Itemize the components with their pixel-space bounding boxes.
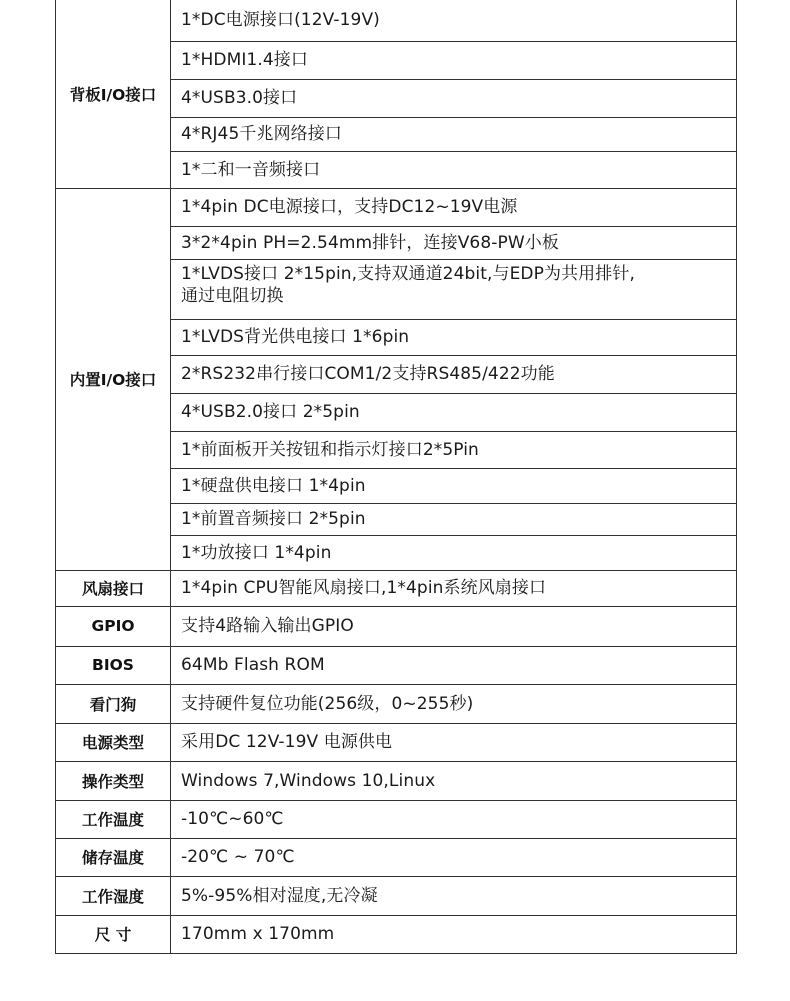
table-row [56,0,737,41]
table-row [56,606,737,646]
spec-value: -10℃~60℃ [171,800,737,838]
spec-value: 4*USB3.0接口 [171,79,737,117]
table-row [56,570,737,606]
spec-value: Windows 7,Windows 10,Linux [171,761,737,800]
spec-value: 4*USB2.0接口 2*5pin [171,393,737,431]
spec-value: 64Mb Flash ROM [171,646,737,684]
spec-value: 1*前面板开关按钮和指示灯接口2*5Pin [171,431,737,468]
spec-value: 1*前置音频接口 2*5pin [171,503,737,535]
spec-value: 170mm x 170mm [171,915,737,953]
spec-value: 4*RJ45千兆网络接口 [171,117,737,151]
spec-value: 采用DC 12V-19V 电源供电 [171,723,737,761]
spec-label-storage-temp: 储存温度 [56,838,171,876]
spec-value: 1*二和一音频接口 [171,151,737,188]
spec-value-multiline [171,259,737,319]
spec-value: 1*硬盘供电接口 1*4pin [171,468,737,503]
spec-value: 2*RS232串行接口COM1/2支持RS485/422功能 [171,355,737,393]
spec-value-line: 1*LVDS接口 2*15pin,支持双通道24bit,与EDP为共用排针, [181,263,635,284]
table-row [56,684,737,723]
spec-value-line: 通过电阻切换 [181,285,284,306]
table-row [56,723,737,761]
spec-label-os: 操作类型 [56,761,171,800]
spec-label-size: 尺 寸 [56,915,171,953]
table-row [56,646,737,684]
spec-label-internal-io: 内置I/O接口 [56,188,171,570]
spec-label-power-type: 电源类型 [56,723,171,761]
spec-table [55,0,737,954]
spec-value: 3*2*4pin PH=2.54mm排针，连接V68-PW小板 [171,226,737,259]
spec-label-rear-io: 背板I/O接口 [56,0,171,188]
spec-value: 1*DC电源接口(12V-19V) [171,0,737,41]
table-row [56,188,737,226]
spec-value: 1*HDMI1.4接口 [171,41,737,79]
spec-value: 5%-95%相对湿度,无冷凝 [171,876,737,915]
table-row [56,761,737,800]
spec-label-bios: BIOS [56,646,171,684]
spec-label-gpio: GPIO [56,606,171,646]
table-row [56,800,737,838]
spec-value: 支持4路输入输出GPIO [171,606,737,646]
table-row [56,876,737,915]
table-row [56,915,737,953]
table-row [56,838,737,876]
spec-value: 支持硬件复位功能(256级，0~255秒) [171,684,737,723]
spec-label-watchdog: 看门狗 [56,684,171,723]
spec-value: 1*LVDS背光供电接口 1*6pin [171,319,737,355]
spec-value: 1*功放接口 1*4pin [171,535,737,570]
spec-value: -20℃ ~ 70℃ [171,838,737,876]
spec-label-operating-temp: 工作温度 [56,800,171,838]
spec-label-fan: 风扇接口 [56,570,171,606]
spec-value: 1*4pin CPU智能风扇接口,1*4pin系统风扇接口 [171,570,737,606]
spec-label-humidity: 工作湿度 [56,876,171,915]
spec-value: 1*4pin DC电源接口，支持DC12~19V电源 [171,188,737,226]
